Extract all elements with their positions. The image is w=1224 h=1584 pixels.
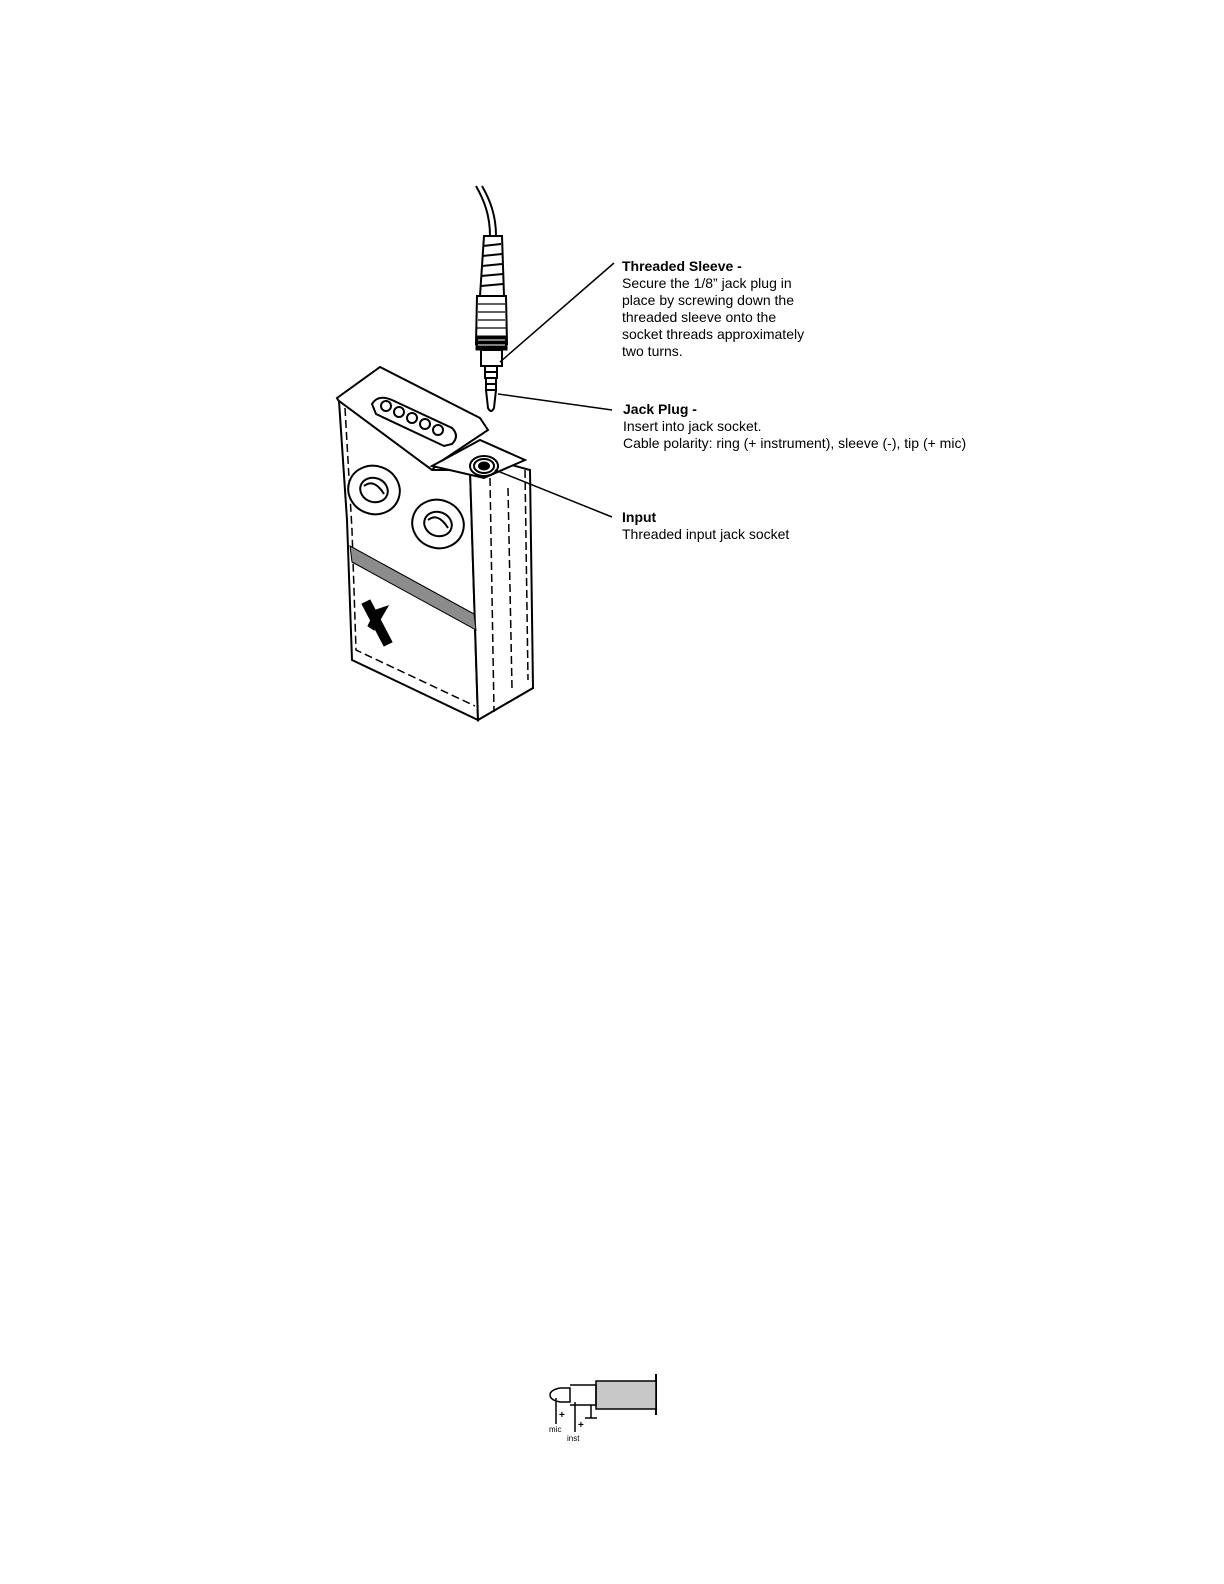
inst-plus-symbol: +	[578, 1420, 584, 1431]
jack-plug-callout	[623, 401, 966, 452]
threaded-sleeve-callout	[622, 258, 804, 360]
input-socket	[470, 456, 498, 476]
input-callout	[622, 509, 789, 543]
jack-plug	[481, 350, 502, 411]
jack-plug-line-2: Cable polarity: ring (+ instrument), sleeve (-), tip (+ mic)	[623, 435, 967, 451]
threaded-sleeve-line-1: Secure the 1/8” jack plug in	[622, 275, 792, 291]
inst-label: inst	[567, 1434, 580, 1443]
threaded-sleeve-line-2: place by screwing down the	[622, 292, 794, 308]
threaded-sleeve-line-4: socket threads approximately	[622, 326, 805, 342]
strain-relief	[480, 236, 504, 296]
threaded-sleeve-line-3: threaded sleeve onto the	[622, 309, 777, 325]
cable	[476, 186, 496, 236]
threaded-sleeve-line-5: two turns.	[622, 343, 683, 359]
mic-plus-symbol: +	[559, 1410, 565, 1421]
threaded-sleeve	[476, 296, 507, 350]
mic-label: mic	[549, 1425, 562, 1434]
jack-plug-line-1: Insert into jack socket.	[623, 418, 762, 434]
plug-wiring-diagram	[550, 1374, 656, 1432]
jack-plug-title: Jack Plug -	[623, 401, 697, 417]
input-title: Input	[622, 509, 657, 525]
input-line-1: Threaded input jack socket	[622, 526, 790, 542]
threaded-sleeve-title: Threaded Sleeve -	[622, 258, 742, 274]
